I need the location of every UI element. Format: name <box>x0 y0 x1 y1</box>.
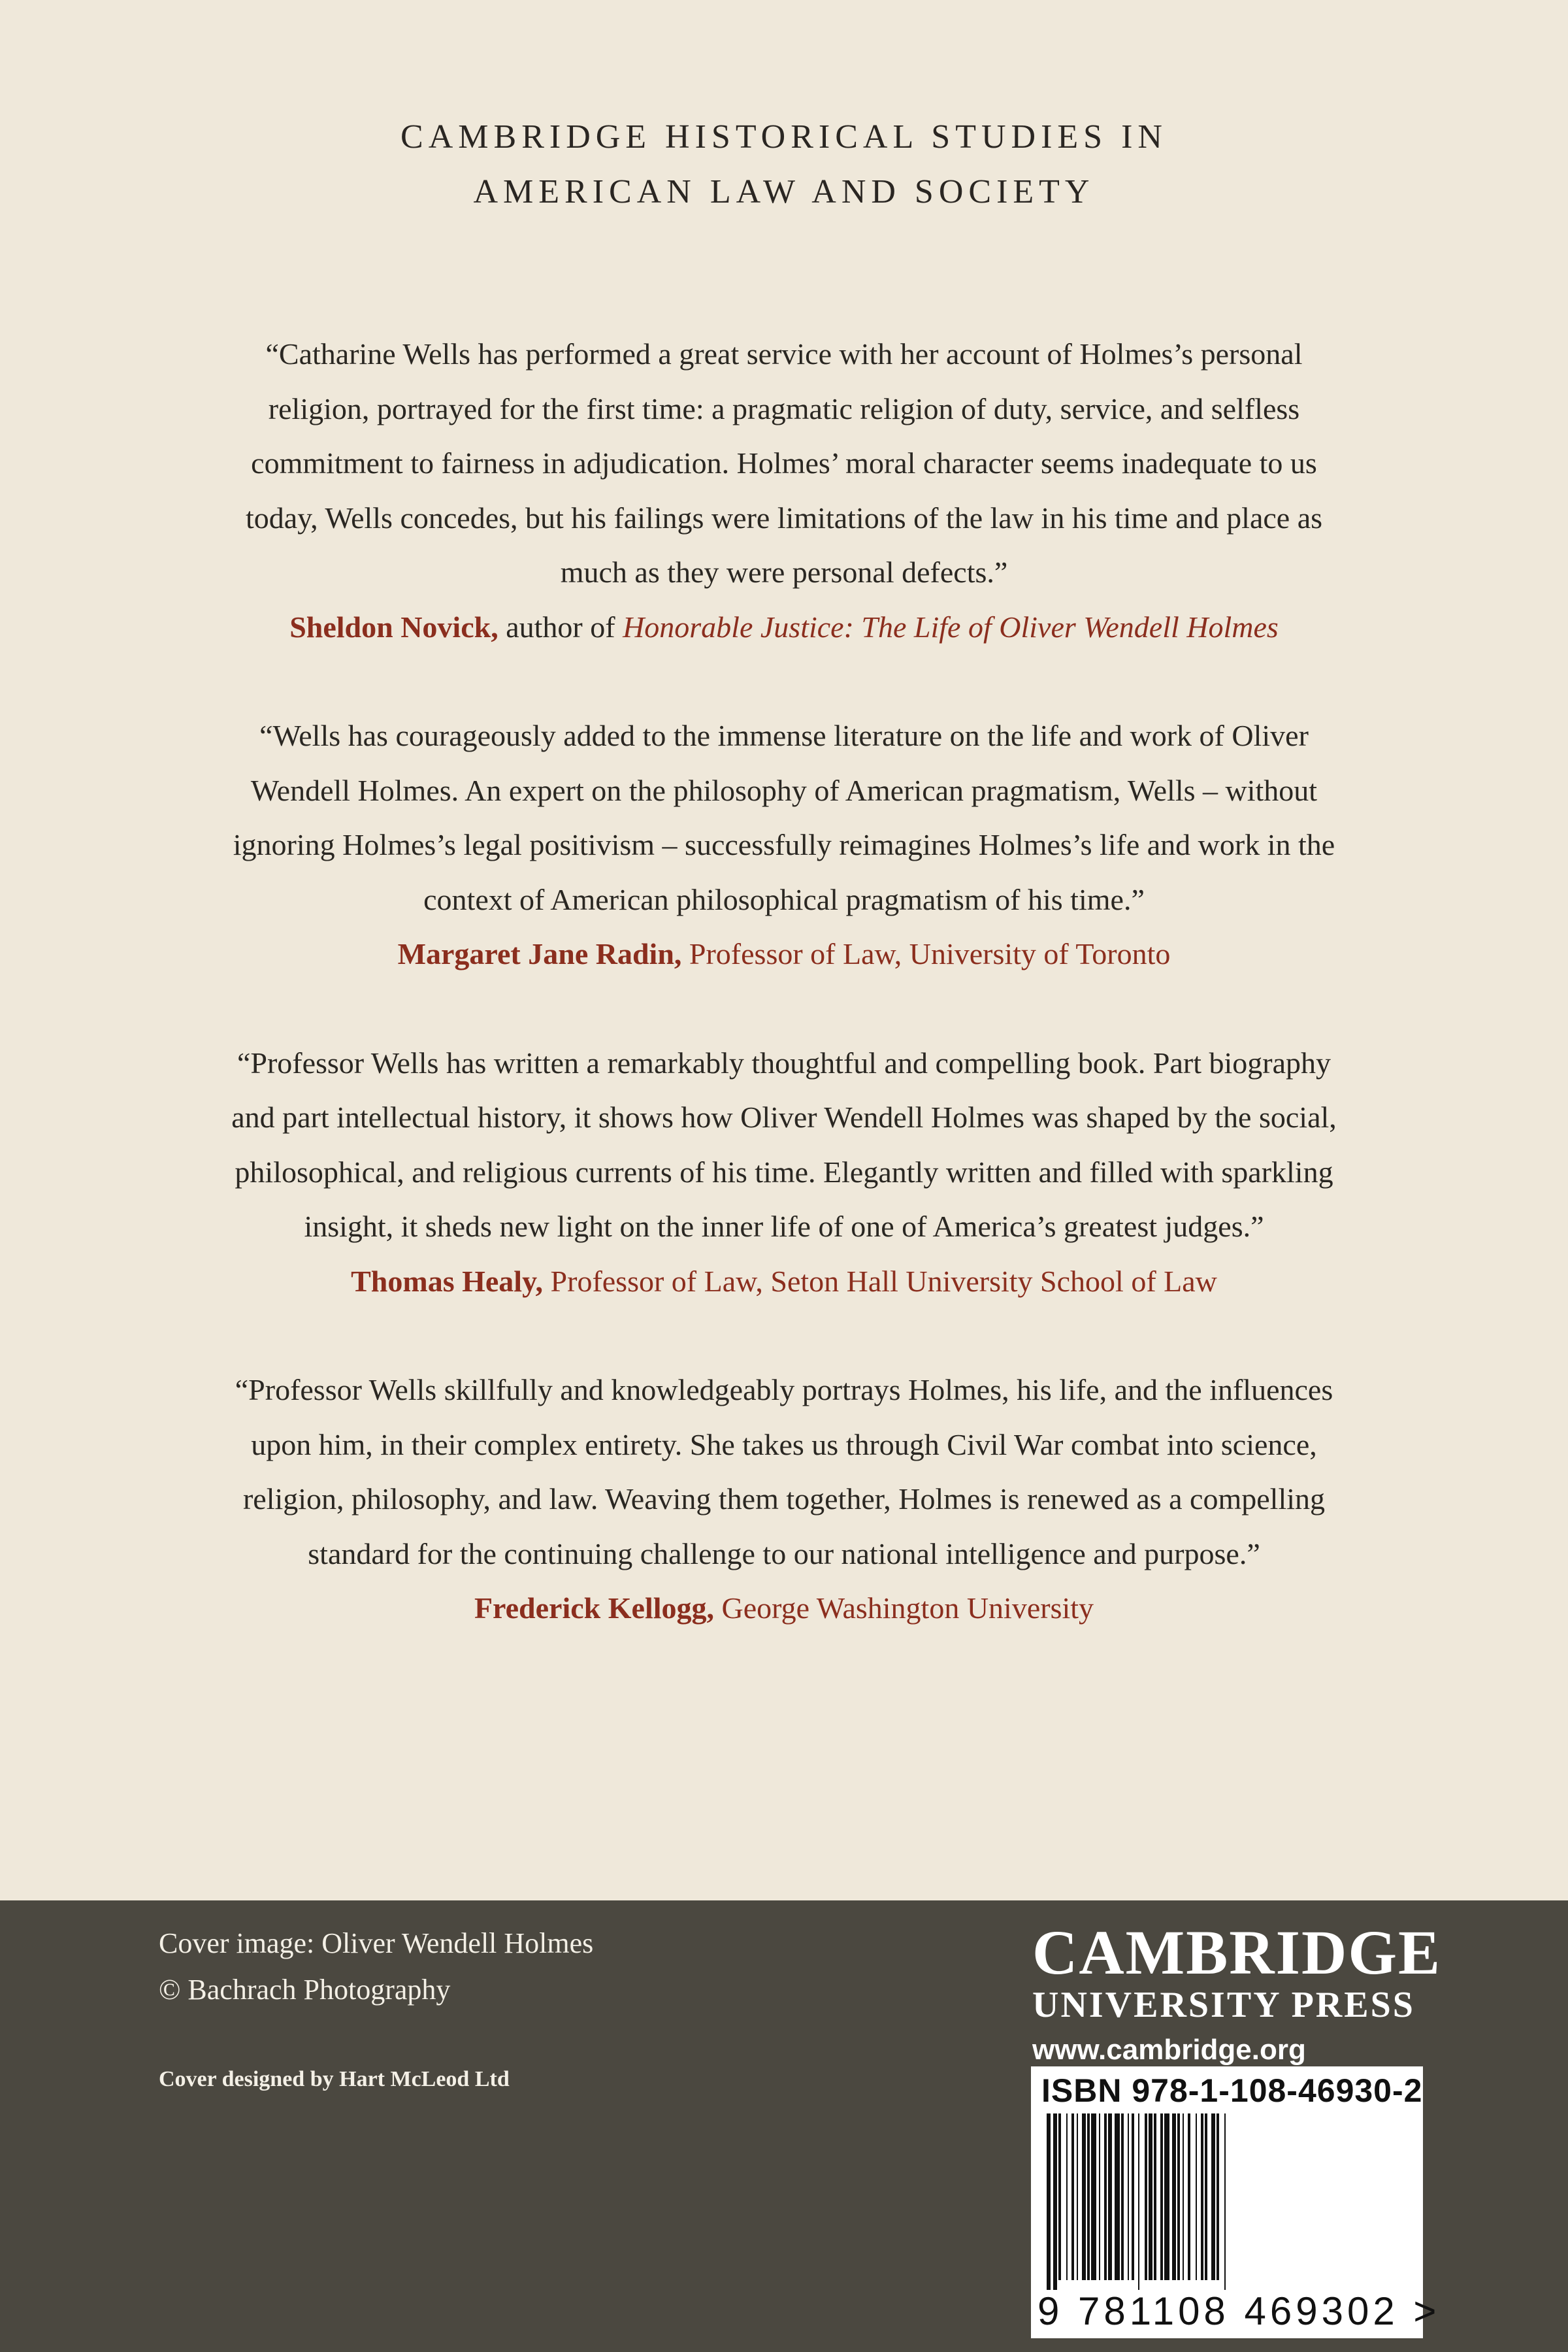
endorsement <box>150 708 1418 982</box>
cover-image-credit <box>159 1920 593 2013</box>
series-title <box>0 110 1568 220</box>
barcode-bar <box>1145 2113 1147 2280</box>
barcode-digits: 9 781108 469302 > <box>1037 2289 1441 2333</box>
publisher-name: CAMBRIDGE <box>1032 1917 1442 1987</box>
barcode-bar <box>1138 2113 1139 2290</box>
cover-designer-credit: Cover designed by Hart McLeod Ltd <box>159 2067 510 2091</box>
publisher-logo <box>1032 1917 1442 2066</box>
barcode-bar <box>1053 2113 1057 2290</box>
quote-line: context of American philosophical pragmatism of his time.” <box>423 882 1145 916</box>
barcode-bar <box>1071 2113 1074 2280</box>
barcode-bar <box>1211 2113 1215 2280</box>
endorsements <box>150 327 1418 1636</box>
barcode-bar <box>1108 2113 1112 2280</box>
barcode-bar <box>1121 2113 1124 2280</box>
cover-image-caption: Cover image: Oliver Wendell Holmes <box>159 1927 594 1959</box>
barcode-bar <box>1077 2113 1078 2280</box>
quote-line: “Catharine Wells has performed a great service with her account of Holmes’s personal <box>265 337 1303 371</box>
photo-copyright: © Bachrach Photography <box>159 1974 451 2006</box>
isbn-barcode-box <box>1031 2066 1441 2338</box>
publisher-url: www.cambridge.org <box>1032 2034 1306 2066</box>
isbn-label: ISBN 978-1-108-46930-2 <box>1041 2072 1423 2109</box>
quote-line: commitment to fairness in adjudication. Holmes’ moral character seems inadequate to us <box>251 446 1317 480</box>
barcode-bar <box>1224 2113 1226 2290</box>
quote-line: upon him, in their complex entirety. She takes us through Civil War combat into science, <box>251 1427 1317 1461</box>
endorser-name: Sheldon Novick, <box>289 610 498 644</box>
footer-band <box>0 1900 1568 2352</box>
quote-line: standard for the continuing challenge to our national intelligence and purpose.” <box>308 1536 1260 1570</box>
quote-attribution <box>150 600 1418 655</box>
barcode-bar <box>1099 2113 1100 2280</box>
endorser-book-title: Honorable Justice: The Life of Oliver Wendell Holmes <box>623 610 1279 644</box>
publisher-subtitle: UNIVERSITY PRESS <box>1032 1985 1415 2025</box>
endorser-affiliation: Professor of Law, University of Toronto <box>681 937 1171 970</box>
quote-line: today, Wells concedes, but his failings were limitations of the law in his time and place as <box>245 501 1323 535</box>
endorsement <box>150 1036 1418 1309</box>
barcode-bar <box>1217 2113 1219 2280</box>
quote-attribution <box>150 1581 1418 1636</box>
endorser-name: Thomas Healy, <box>351 1264 544 1298</box>
quote-line: “Professor Wells skillfully and knowledgeably portrays Holmes, his life, and the influences <box>235 1373 1333 1406</box>
endorser-name: Margaret Jane Radin, <box>397 937 682 970</box>
barcode-icon <box>1043 2113 1409 2290</box>
endorser-affiliation: George Washington University <box>714 1591 1094 1625</box>
endorser-affiliation: author of <box>498 610 623 644</box>
endorsement <box>150 1363 1418 1636</box>
barcode-bar <box>1047 2113 1051 2290</box>
quote-attribution <box>150 927 1418 982</box>
quote-attribution <box>150 1254 1418 1309</box>
barcode-bar <box>1188 2113 1190 2280</box>
barcode-bar <box>1201 2113 1203 2280</box>
barcode-bar <box>1128 2113 1129 2280</box>
barcode-bar <box>1082 2113 1086 2280</box>
series-title-line-1: CAMBRIDGE HISTORICAL STUDIES IN <box>400 118 1168 156</box>
barcode-bar <box>1058 2113 1061 2280</box>
barcode-bar <box>1066 2113 1068 2280</box>
quote-line: “Wells has courageously added to the immense literature on the life and work of Oliver <box>259 719 1309 752</box>
barcode-bar <box>1132 2113 1134 2280</box>
barcode-bar <box>1115 2113 1120 2280</box>
quote-line: ignoring Holmes’s legal positivism – successfully reimagines Holmes’s life and work in the <box>233 828 1335 861</box>
barcode-bar <box>1091 2113 1096 2280</box>
barcode-bar <box>1087 2113 1090 2280</box>
quote-line: much as they were personal defects.” <box>560 555 1008 589</box>
barcode-bar <box>1164 2113 1169 2280</box>
quote-line: philosophical, and religious currents of his time. Elegantly written and filled with sparkling <box>235 1155 1333 1189</box>
quote-line: Wendell Holmes. An expert on the philosophy of American pragmatism, Wells – without <box>250 773 1318 807</box>
barcode-bar <box>1154 2113 1156 2280</box>
quote-line: insight, it sheds new light on the inner life of one of America’s greatest judges.” <box>304 1210 1264 1243</box>
barcode-bar <box>1160 2113 1163 2280</box>
quote-line: and part intellectual history, it shows how Oliver Wendell Holmes was shaped by the social, <box>231 1101 1337 1134</box>
quote-line: religion, portrayed for the first time: a pragmatic religion of duty, service, and selfless <box>268 391 1300 425</box>
barcode-bar <box>1177 2113 1180 2280</box>
endorser-name: Frederick Kellogg, <box>474 1591 715 1625</box>
barcode-bar <box>1183 2113 1184 2280</box>
endorsement <box>150 327 1418 654</box>
barcode-bar <box>1149 2113 1152 2280</box>
barcode-bar <box>1205 2113 1207 2280</box>
barcode-bar <box>1196 2113 1197 2280</box>
series-title-line-2: AMERICAN LAW AND SOCIETY <box>473 173 1095 210</box>
quote-line: “Professor Wells has written a remarkably thoughtful and compelling book. Part biography <box>237 1046 1331 1080</box>
barcode-bar <box>1172 2113 1176 2280</box>
barcode-bar <box>1104 2113 1107 2280</box>
quote-line: religion, philosophy, and law. Weaving them together, Holmes is renewed as a compelling <box>242 1482 1326 1516</box>
endorser-affiliation: Professor of Law, Seton Hall University School of Law <box>543 1264 1217 1298</box>
